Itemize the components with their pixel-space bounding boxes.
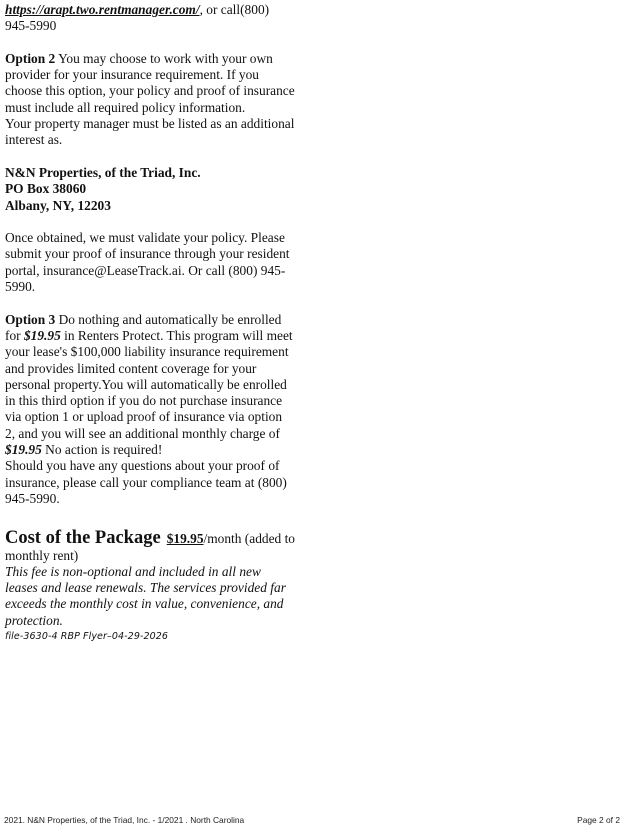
cost-unit: /month (added to monthly rent) [5, 531, 296, 563]
address-name: N&N Properties, of the Triad, Inc. [5, 164, 201, 180]
intro-phone-text: , or call(800) 945-5990 [5, 2, 270, 34]
cost-amount: $19.95 [166, 531, 204, 547]
cost-note: This fee is non-optional and included in all new leases and lease renewals. The services provided far exceeds the monthly cost in value, convenience, and protection. [5, 563, 286, 628]
option3-monthly-charge: $19.95 [5, 442, 42, 458]
address-block [5, 165, 295, 214]
document-body [5, 2, 295, 643]
option2-text: You may choose to work with your own provider for your insurance requirement. If you choose this option, your policy and proof of insurance must include all required policy information. [5, 50, 295, 115]
option2-label: Option 2 [5, 50, 56, 66]
cost-heading-line [5, 530, 295, 564]
rentmanager-link[interactable]: https://arapt.two.rentmanager.com/ [5, 2, 200, 17]
option2-paragraph [5, 51, 295, 116]
option3-label: Option 3 [5, 311, 56, 327]
file-code: file-3630-4 RBP Flyer–04-29-2026 [5, 630, 169, 642]
cost-title: Cost of the Package [5, 528, 161, 549]
option3-price: $19.95 [23, 327, 61, 343]
intro-paragraph [5, 2, 295, 35]
footer-page-number: Page 2 of 2 [577, 815, 620, 825]
option2-additional-interest: Your property manager must be listed as an additional interest as. [5, 116, 295, 148]
validate-paragraph: Once obtained, we must validate your policy. Please submit your proof of insurance through your resident portal, insurance@LeaseTrack.ai. Or call (800) 945-5990. [5, 230, 290, 295]
cost-section [5, 530, 295, 643]
option3-paragraph: Option 3 Do nothing and automatically be enrolled for $19.95 in Renters Protect. This program will meet your lease's $100,000 liability insurance requirement and provides limited content coverage for your personal property.You will automatically be enrolled in this third option if you do not purchase insurance via option 1 or upload proof of insurance via option 2, and you will see an additional monthly charge of $19.95 No action is required! [5, 311, 293, 458]
footer-copyright: 2021. N&N Properties, of the Triad, Inc. - 1/2021 . North Carolina [4, 815, 245, 825]
questions-paragraph: Should you have any questions about your proof of insurance, please call your compliance team at (800) 945-5990. [5, 458, 287, 506]
address-city: Albany, NY, 12203 [5, 197, 111, 213]
address-po-box: PO Box 38060 [5, 181, 87, 197]
